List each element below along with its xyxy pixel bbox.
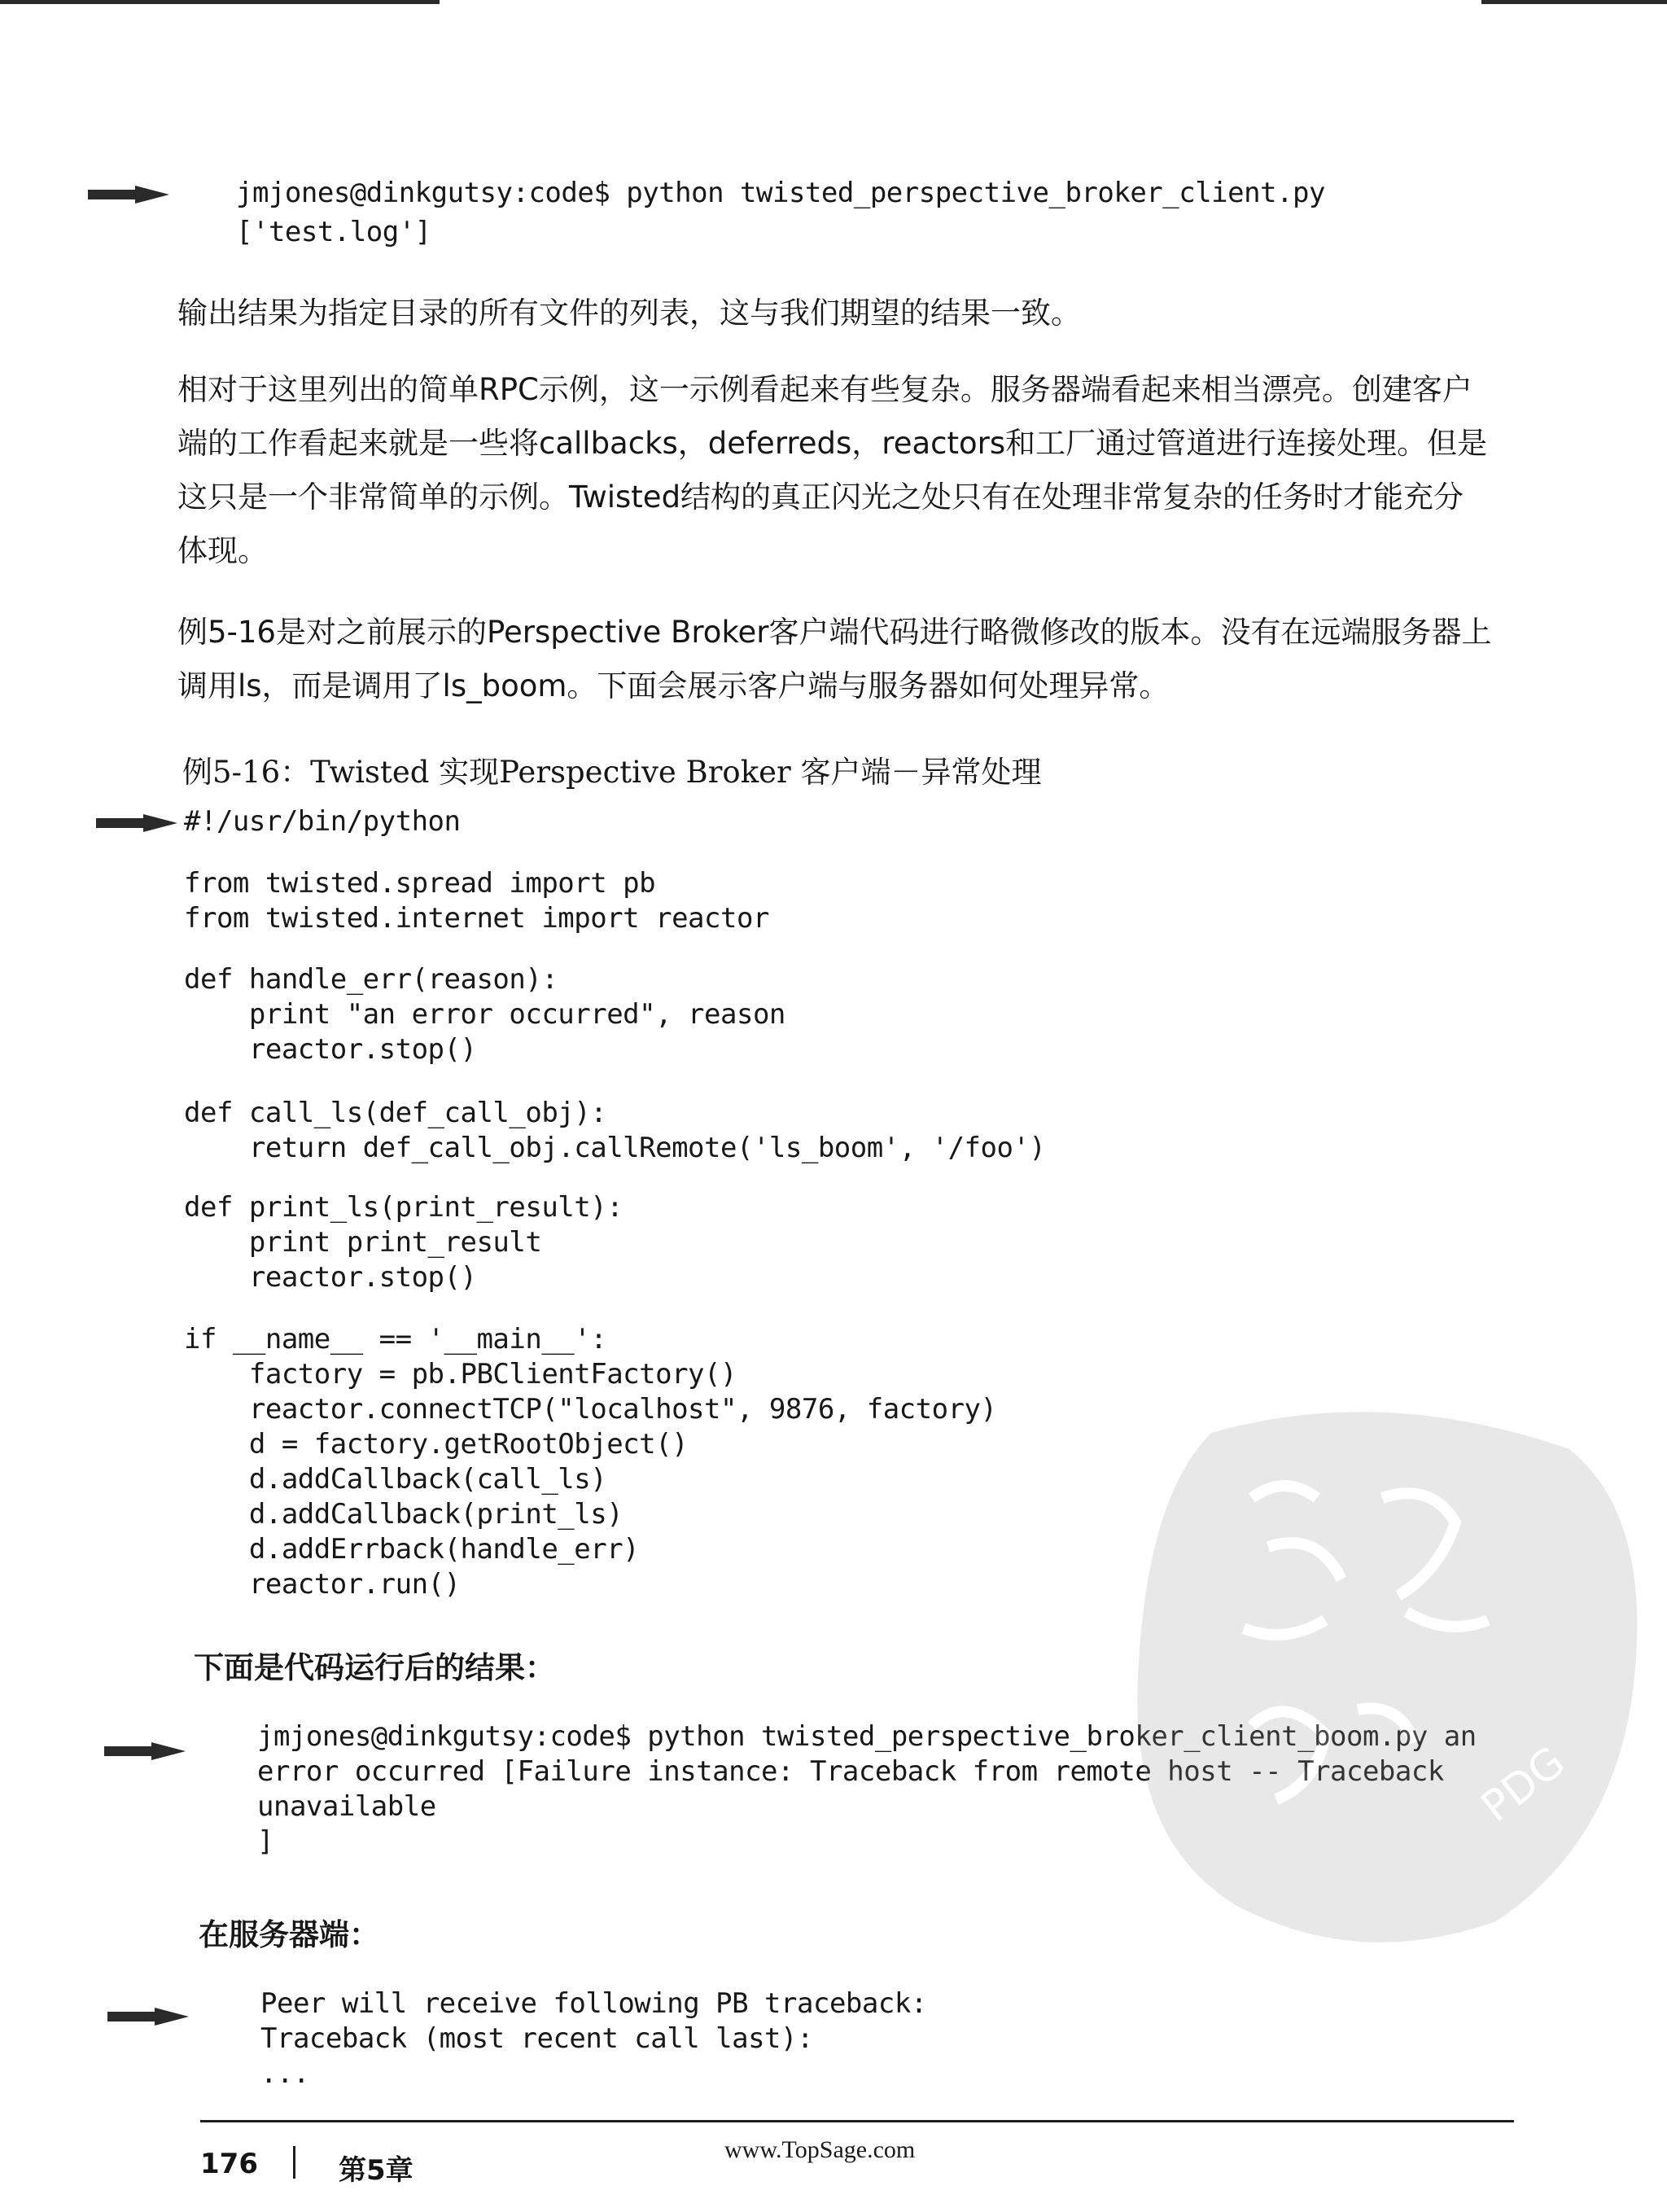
footer-rule [200, 2120, 1514, 2122]
page-number: 176 [200, 2148, 258, 2180]
client-output: jmjones@dinkgutsy:code$ python twisted_perspective_broker_client_boom.py error occurred [Failure instance: Traceback from remote unavailable ] [257, 1720, 1428, 1858]
example-caption: 例5-16：Twisted 实现Perspective Broker 客户端－异常处理 [182, 755, 1042, 790]
output-arrow-icon [88, 186, 169, 204]
chapter-label: 第5章 [339, 2154, 413, 2187]
code-main: if __name__ == '__main__': factory = pb.PBClientFactory() reactor.connectTCP("localhost", 9876, factory) d = factory.getRootObject() d.addCallback(call_ls) d.addCallback(print_ls) d.addErrback(handle_err) reactor.run() [184, 1323, 997, 1601]
code-print-ls: def print_ls(print_result): print print_result reactor.stop() [184, 1191, 623, 1294]
code-shebang: #!/usr/bin/python [184, 805, 461, 838]
paragraph-comparison: 相对于这里列出的简单RPC示例，这一示例看起来有些复杂。服务器端看起来相当漂亮。创建客户端的工作看起来就是一些将callbacks，deferreds，reactors和工厂通过管道进行连接处理。但是这只是一个非常简单的示例。Twisted结构的真正闪光之处只有在处理非常复杂的任务时才能充分体现。 [177, 372, 1488, 568]
run-results-heading: 下面是代码运行后的结果： [194, 1650, 555, 1685]
server-side-heading: 在服务器端： [199, 1917, 379, 1952]
client-output-arrow-icon [104, 1742, 186, 1760]
code-call-ls: def call_ls(def_call_obj): return def_call_obj.callRemote('ls_boom', '/foo') [184, 1097, 1046, 1164]
paragraph-example-intro: 例5-16是对之前展示的Perspective Broker客户端代码进行略微修改的版本。没有在远端服务器上调用ls，而是调用了ls_boom。下面会展示客户端与服务器如何处理异常。 [177, 615, 1492, 703]
site-url: www.TopSage.com [724, 2136, 916, 2163]
watermark-pdg-text: PDG [1472, 1737, 1575, 1833]
code-arrow-icon [96, 814, 177, 832]
code-handle-err: def handle_err(reason): print "an error occurred", reason reactor.stop() [184, 963, 785, 1066]
top-output-command: jmjones@dinkgutsy:code$ python twisted_perspective_broker_client.py [236, 177, 1325, 209]
seal-watermark-icon [1114, 1384, 1651, 1954]
scan-edge-right [1481, 0, 1667, 4]
code-imports: from twisted.spread import pb from twisted.internet import reactor [184, 867, 769, 935]
server-output-arrow-icon [107, 2008, 189, 2026]
paragraph-result-summary: 输出结果为指定目录的所有文件的列表，这与我们期望的结果一致。 [177, 296, 1081, 331]
server-output: Peer will receive following PB traceback: Traceback (most recent call last): ... [260, 1987, 927, 2090]
footer-separator [293, 2146, 295, 2179]
top-output-result: ['test.log'] [236, 216, 431, 248]
scan-edge-left [0, 0, 440, 4]
